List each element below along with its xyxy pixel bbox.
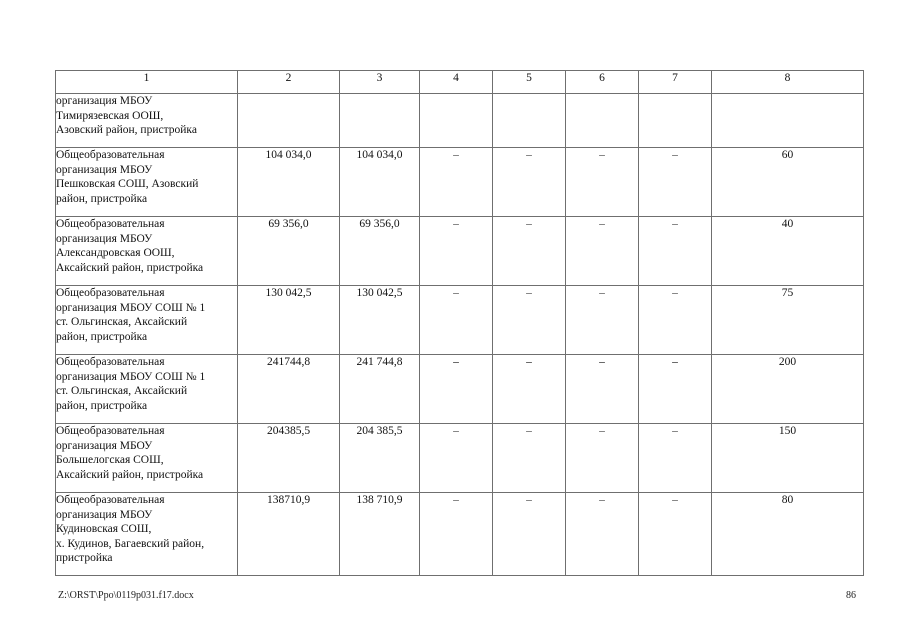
cell-col8: 80	[712, 493, 864, 576]
table-header-row	[56, 71, 864, 94]
cell-col8	[712, 94, 864, 148]
cell-col8: 60	[712, 148, 864, 217]
column-header-8: 8	[712, 71, 864, 94]
cell-col2	[238, 94, 340, 148]
organization-name-line: Общеобразовательная	[56, 149, 165, 161]
organization-name-cell	[56, 355, 238, 424]
organization-name-line: Кудиновская СОШ,	[56, 523, 152, 536]
cell-col6: –	[566, 493, 639, 576]
organization-name-line: район, пристройка	[56, 399, 148, 412]
organization-name-line: Пешковская СОШ, Азовский	[56, 178, 199, 191]
organization-name-line: Общеобразовательная	[56, 356, 165, 368]
organization-name-cell	[56, 94, 238, 148]
organization-name-cell	[56, 148, 238, 217]
cell-col6	[566, 94, 639, 148]
cell-col7: –	[639, 424, 712, 493]
organization-name-line: организация МБОУ	[56, 95, 153, 107]
footer-page-number: 86	[846, 590, 856, 601]
cell-col5: –	[493, 148, 566, 217]
cell-col4: –	[420, 355, 493, 424]
column-header-1: 1	[56, 71, 238, 94]
table-row	[56, 355, 864, 424]
cell-col7: –	[639, 217, 712, 286]
organization-name-line: Азовский район, пристройка	[56, 124, 197, 137]
cell-col3: 241 744,8	[340, 355, 420, 424]
organization-name-cell	[56, 493, 238, 576]
cell-col2: 241744,8	[238, 355, 340, 424]
cell-col4: –	[420, 217, 493, 286]
cell-col4: –	[420, 424, 493, 493]
organization-name-line: Большелогская СОШ,	[56, 454, 164, 467]
cell-col2: 69 356,0	[238, 217, 340, 286]
column-header-7: 7	[639, 71, 712, 94]
cell-col3: 204 385,5	[340, 424, 420, 493]
organization-name-cell	[56, 424, 238, 493]
column-header-5: 5	[493, 71, 566, 94]
organization-name-cell	[56, 286, 238, 355]
cell-col3: 138 710,9	[340, 493, 420, 576]
organization-name-line: Общеобразовательная	[56, 425, 165, 437]
column-header-3: 3	[340, 71, 420, 94]
cell-col7: –	[639, 355, 712, 424]
organization-name-line: Аксайский район, пристройка	[56, 468, 204, 481]
cell-col4: –	[420, 493, 493, 576]
cell-col6: –	[566, 217, 639, 286]
cell-col2: 138710,9	[238, 493, 340, 576]
organization-name-line: ст. Ольгинская, Аксайский	[56, 385, 188, 398]
cell-col8: 40	[712, 217, 864, 286]
cell-col7	[639, 94, 712, 148]
organization-name-line: организация МБОУ	[56, 508, 153, 521]
cell-col6: –	[566, 148, 639, 217]
organization-name-line: район, пристройка	[56, 192, 148, 205]
column-header-4: 4	[420, 71, 493, 94]
cell-col6: –	[566, 424, 639, 493]
organization-name-line: Общеобразовательная	[56, 494, 165, 506]
cell-col5: –	[493, 286, 566, 355]
cell-col5: –	[493, 424, 566, 493]
organization-name-line: Аксайский район, пристройка	[56, 261, 204, 274]
table-row	[56, 424, 864, 493]
cell-col7: –	[639, 493, 712, 576]
cell-col4: –	[420, 148, 493, 217]
organization-name-line: организация МБОУ	[56, 439, 153, 452]
cell-col5: –	[493, 355, 566, 424]
cell-col4: –	[420, 286, 493, 355]
cell-col5: –	[493, 217, 566, 286]
organization-name-line: район, пристройка	[56, 330, 148, 343]
organization-name-line: пристройка	[56, 552, 113, 565]
organization-name-line: организация МБОУ СОШ № 1	[56, 301, 206, 314]
cell-col7: –	[639, 286, 712, 355]
organization-name-cell	[56, 217, 238, 286]
cell-col3	[340, 94, 420, 148]
table-row	[56, 286, 864, 355]
cell-col8: 150	[712, 424, 864, 493]
column-header-6: 6	[566, 71, 639, 94]
organization-name-line: Общеобразовательная	[56, 287, 165, 299]
cell-col2: 104 034,0	[238, 148, 340, 217]
cell-col3: 69 356,0	[340, 217, 420, 286]
cell-col5: –	[493, 493, 566, 576]
organization-name-line: ст. Ольгинская, Аксайский	[56, 316, 188, 329]
organization-name-line: Общеобразовательная	[56, 218, 165, 230]
data-table	[55, 70, 864, 576]
organization-name-line: организация МБОУ	[56, 232, 153, 245]
table-row	[56, 217, 864, 286]
cell-col8: 75	[712, 286, 864, 355]
cell-col3: 104 034,0	[340, 148, 420, 217]
table-row	[56, 94, 864, 148]
table-row	[56, 493, 864, 576]
footer-file-path: Z:\ORST\Ppo\0119p031.f17.docx	[58, 590, 194, 601]
cell-col6: –	[566, 355, 639, 424]
cell-col6: –	[566, 286, 639, 355]
cell-col8: 200	[712, 355, 864, 424]
organization-name-line: Тимирязевская ООШ,	[56, 109, 164, 122]
cell-col2: 130 042,5	[238, 286, 340, 355]
column-header-2: 2	[238, 71, 340, 94]
organization-name-line: организация МБОУ	[56, 163, 153, 176]
cell-col3: 130 042,5	[340, 286, 420, 355]
organization-name-line: организация МБОУ СОШ № 1	[56, 370, 206, 383]
cell-col5	[493, 94, 566, 148]
table-row	[56, 148, 864, 217]
cell-col2: 204385,5	[238, 424, 340, 493]
organization-name-line: х. Кудинов, Багаевский район,	[56, 537, 205, 550]
cell-col4	[420, 94, 493, 148]
organization-name-line: Александровская ООШ,	[56, 247, 175, 260]
cell-col7: –	[639, 148, 712, 217]
